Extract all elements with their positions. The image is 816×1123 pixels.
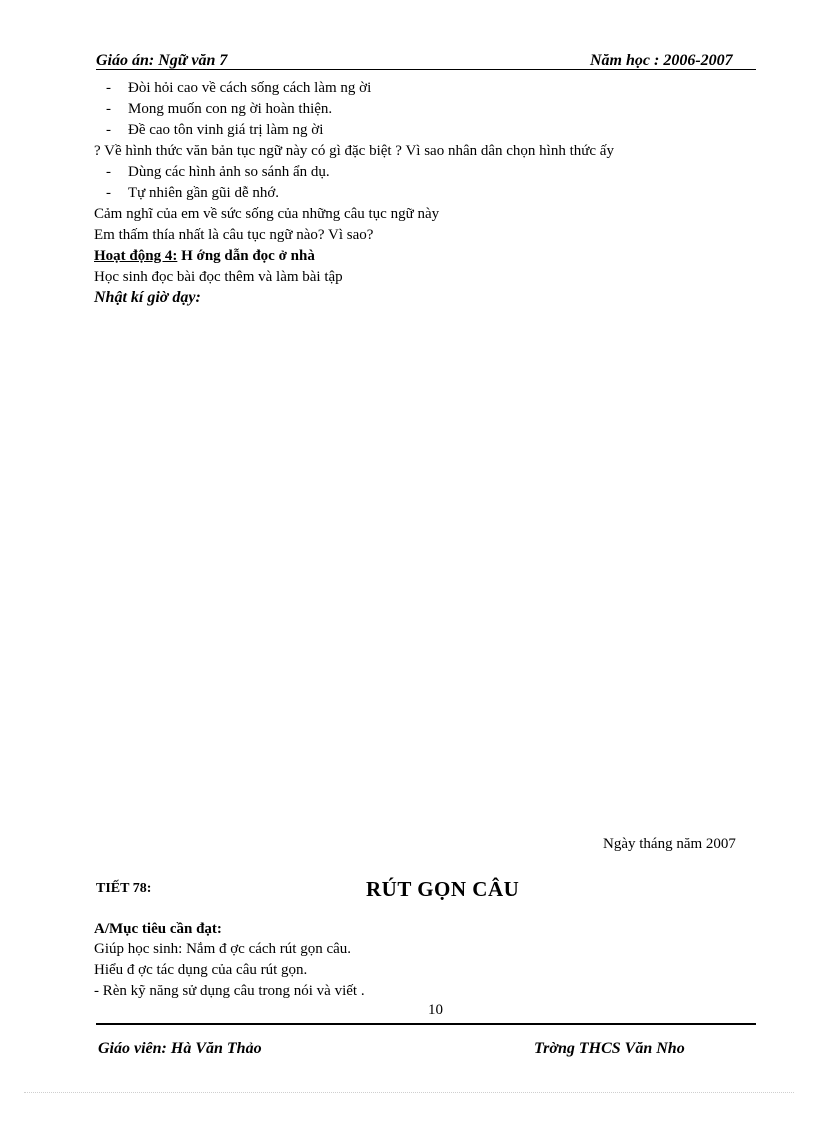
- prompt-favorite: Em thấm thía nhất là câu tục ngữ nào? Vì sao?: [94, 227, 374, 243]
- list-item: Đề cao tôn vinh giá trị làm ng ời: [128, 122, 324, 138]
- activity-label: Hoạt động 4:: [94, 248, 178, 264]
- list-item: Dùng các hình ảnh so sánh ẩn dụ.: [128, 164, 330, 180]
- footer-rule: [96, 1023, 756, 1025]
- list-item: Tự nhiên gần gũi dễ nhớ.: [128, 185, 280, 201]
- prompt-feeling: Cảm nghĩ của em về sức sống của những câu tục ngữ này: [94, 206, 440, 222]
- bullet-dash: -: [106, 122, 111, 138]
- objective-line: - Rèn kỹ năng sử dụng câu trong nói và viết .: [94, 983, 365, 999]
- footer-right: Trờng THCS Văn Nho: [534, 1040, 685, 1057]
- diary-heading: Nhật kí giờ dạy:: [94, 289, 201, 306]
- lesson-number: TIẾT 78:: [96, 881, 152, 896]
- bullet-dash: -: [106, 185, 111, 201]
- list-item: Đòi hỏi cao về cách sống cách làm ng ời: [128, 80, 372, 96]
- activity-detail: Học sinh đọc bài đọc thêm và làm bài tập: [94, 269, 343, 285]
- bullet-dash: -: [106, 164, 111, 180]
- page-edge-divider: [24, 1092, 794, 1093]
- bullet-dash: -: [106, 101, 111, 117]
- objective-line: Hiểu đ ợc tác dụng của câu rút gọn.: [94, 962, 308, 978]
- lesson-title: RÚT GỌN CÂU: [366, 877, 520, 901]
- header-rule: [96, 69, 756, 70]
- question-form: ? Về hình thức văn bản tục ngữ này có gì đặc biệt ? Vì sao nhân dân chọn hình thức ấy: [94, 143, 614, 159]
- bullet-dash: -: [106, 80, 111, 96]
- activity-text: H ớng dẫn đọc ở nhà: [177, 248, 315, 264]
- header-right: Năm học : 2006-2007: [590, 52, 733, 69]
- date-line: Ngày tháng năm 2007: [603, 836, 736, 852]
- footer-left: Giáo viên: Hà Văn Thảo: [98, 1040, 262, 1057]
- objective-line: Giúp học sinh: Nắm đ ợc cách rút gọn câu.: [94, 941, 352, 957]
- header-left: Giáo án: Ngữ văn 7: [96, 52, 228, 69]
- activity-line: [94, 246, 315, 267]
- page-number: 10: [428, 1002, 443, 1018]
- list-item: Mong muốn con ng ời hoàn thiện.: [128, 101, 333, 117]
- objectives-heading: A/Mục tiêu cần đạt:: [94, 921, 222, 937]
